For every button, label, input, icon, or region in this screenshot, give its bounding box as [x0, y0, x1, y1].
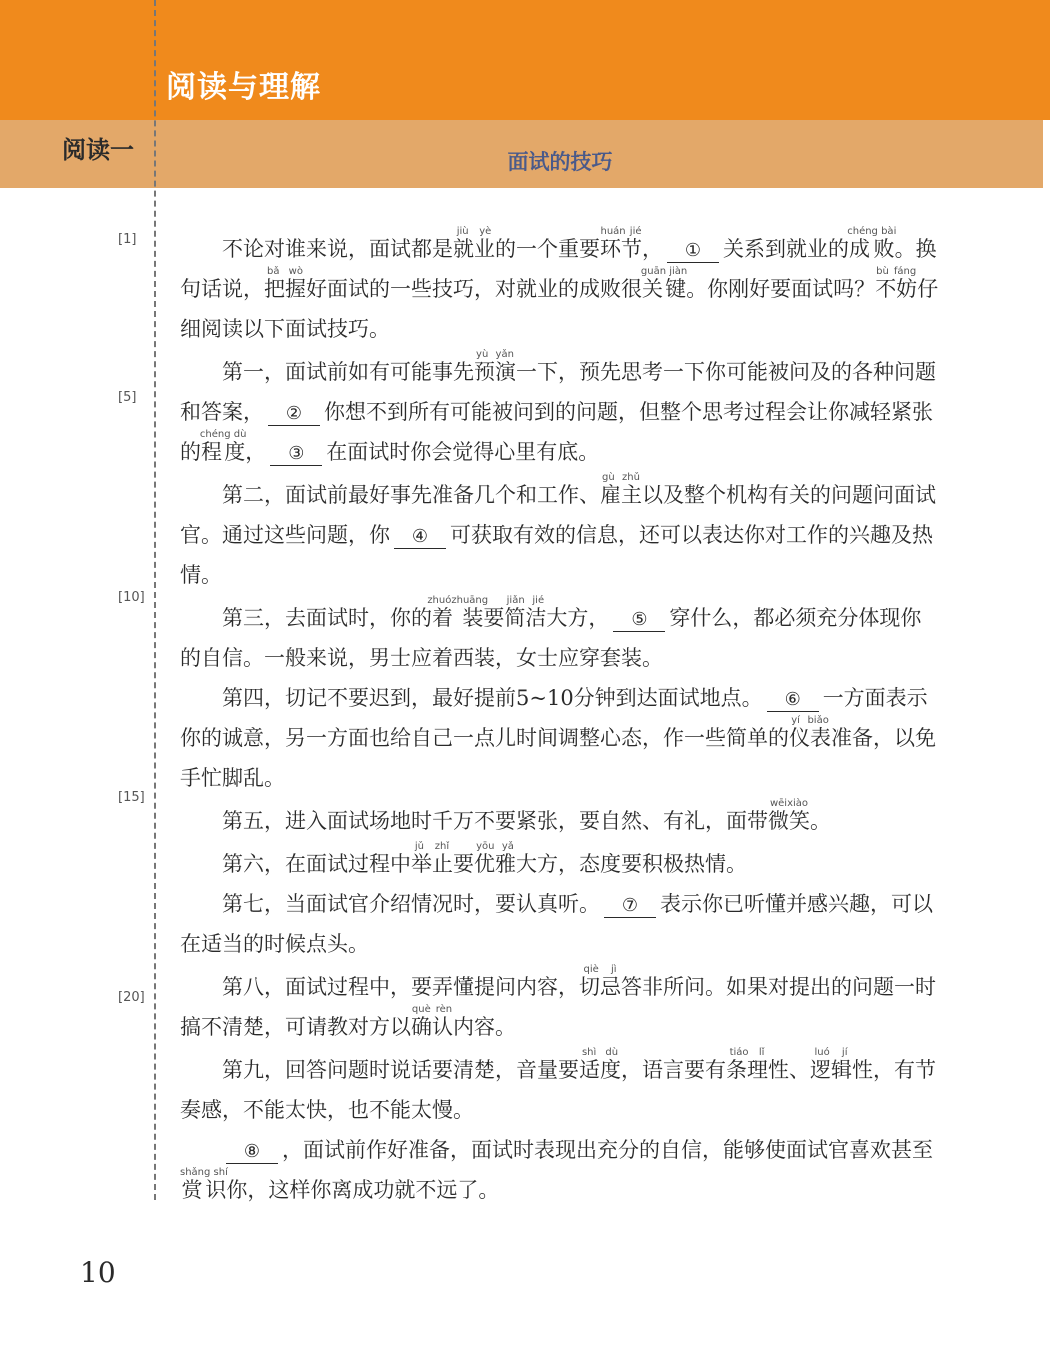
- text-segment: 以及整个机构有关的问题问面试官。通过这些问题，你: [180, 483, 936, 547]
- annotated-word: [411, 1004, 453, 1039]
- line-number-marker: [5]: [118, 390, 137, 405]
- margin-dashed-line: [154, 0, 156, 1200]
- annotated-word: [504, 595, 547, 630]
- text-segment: 第一，面试前如有可能事先: [222, 360, 474, 384]
- annotated-word-text: 把握: [264, 277, 306, 301]
- pinyin-annotation: guān jiàn: [640, 266, 688, 277]
- pinyin-annotation: shì dù: [579, 1047, 621, 1058]
- paragraph: [180, 226, 942, 349]
- article-body: [180, 226, 942, 1210]
- fill-in-blank[interactable]: ②: [268, 403, 320, 426]
- section-title: 阅读与理解: [166, 70, 321, 105]
- annotated-word: [180, 1167, 228, 1202]
- annotated-word: [600, 226, 642, 261]
- paragraph: [180, 678, 942, 798]
- text-segment: 第四，切记不要迟到，最好提前5~10分钟到达面试地点。: [222, 686, 763, 710]
- annotated-word: [579, 1047, 621, 1082]
- paragraph: [180, 798, 942, 841]
- text-segment: 第九，回答问题时说话要清楚，音量要: [222, 1058, 579, 1082]
- text-segment: 的一个重要: [495, 237, 600, 261]
- text-segment: 第八，面试过程中，要弄懂提问内容，: [222, 975, 579, 999]
- pinyin-annotation: tiáo lǐ: [726, 1047, 768, 1058]
- text-segment: 要: [483, 606, 505, 630]
- annotated-word-text: 着装: [427, 606, 489, 630]
- text-segment: 第三，去面试时，你的: [222, 606, 432, 630]
- pinyin-annotation: huán jié: [600, 226, 642, 237]
- annotated-word: [199, 429, 247, 464]
- annotated-word-text: 赏识: [180, 1178, 228, 1202]
- fill-in-blank[interactable]: ⑤: [613, 609, 665, 632]
- text-segment: 好面试的一些技巧，对就业的成败很: [306, 277, 642, 301]
- text-segment: 不论对谁来说，面试都是: [222, 237, 453, 261]
- text-segment: 一下，预先思考一下你可能被问及的各种问题和答案，: [180, 360, 936, 424]
- annotated-word: [474, 349, 516, 384]
- text-segment: ，语言要有: [621, 1058, 726, 1082]
- annotated-word-text: 关键: [640, 277, 688, 301]
- line-number-marker: [20]: [118, 990, 145, 1005]
- text-segment: 第六，在面试过程中: [222, 852, 411, 876]
- annotated-word-text: 举止: [411, 852, 453, 876]
- text-segment: 可获取有效的信息，还可以表达你对工作的兴趣及热情。: [180, 523, 933, 587]
- pinyin-annotation: jiù yè: [453, 226, 495, 237]
- text-segment: 你，这样你离成功就不远了。: [226, 1178, 500, 1202]
- text-segment: 表示你已听懂并感兴趣，可以在适当的时候点头。: [180, 892, 933, 956]
- pinyin-annotation: jiǎn jié: [504, 595, 547, 606]
- pinyin-annotation: yù yǎn: [474, 349, 516, 360]
- paragraph: [180, 964, 942, 1047]
- text-segment: 在面试时你会觉得心里有底。: [326, 440, 600, 464]
- annotated-word-text: 简洁: [504, 606, 547, 630]
- annotated-word: [411, 841, 453, 876]
- text-segment: ，: [245, 440, 267, 464]
- text-segment: 答非所问。如果对提出的问题一时搞不清楚，可请教对方以: [180, 975, 936, 1039]
- annotated-word-text: 雇主: [600, 483, 642, 507]
- fill-in-blank[interactable]: ⑦: [604, 895, 656, 918]
- annotated-word-text: 成败: [847, 237, 897, 261]
- annotated-word: [726, 1047, 768, 1082]
- reading-label: 阅读一: [62, 136, 134, 164]
- pinyin-annotation: yí biǎo: [789, 715, 831, 726]
- text-segment: 。换句话说，: [180, 237, 937, 301]
- pinyin-annotation: yōu yǎ: [474, 841, 516, 852]
- annotated-word: [474, 841, 516, 876]
- pinyin-annotation: shǎng shí: [180, 1167, 228, 1178]
- annotated-word-text: 微笑: [768, 809, 810, 833]
- paragraph: [180, 349, 942, 472]
- pinyin-annotation: wēixiào: [768, 798, 810, 809]
- pinyin-annotation: chéng dù: [199, 429, 247, 440]
- paragraph: [180, 472, 942, 595]
- line-number-marker: [15]: [118, 790, 145, 805]
- text-segment: 第二，面试前最好事先准备几个和工作、: [222, 483, 600, 507]
- line-number-marker: [1]: [118, 232, 137, 247]
- pinyin-annotation: bǎ wò: [264, 266, 306, 277]
- text-segment: 第五，进入面试场地时千万不要紧张，要自然、有礼，面带: [222, 809, 768, 833]
- annotated-word-text: 环节: [600, 237, 642, 261]
- pinyin-annotation: jǔ zhǐ: [411, 841, 453, 852]
- text-segment: 要: [453, 852, 474, 876]
- annotated-word: [453, 226, 495, 261]
- annotated-word-text: 切忌: [579, 975, 621, 999]
- pinyin-annotation: luó jí: [810, 1047, 852, 1058]
- annotated-word-text: 不妨: [875, 277, 918, 301]
- annotated-word-text: 优雅: [474, 852, 516, 876]
- pinyin-annotation: bù fáng: [875, 266, 918, 277]
- annotated-word-text: 条理: [726, 1058, 768, 1082]
- pinyin-annotation: qiè jì: [579, 964, 621, 975]
- text-segment: 第七，当面试官介绍情况时，要认真听。: [222, 892, 600, 916]
- fill-in-blank[interactable]: ③: [270, 443, 322, 466]
- annotated-word: [789, 715, 831, 750]
- annotated-word: [264, 266, 306, 301]
- annotated-word-text: 仪表: [789, 726, 831, 750]
- text-segment: 关系到就业的: [723, 237, 849, 261]
- text-segment: 大方，: [546, 606, 610, 630]
- text-segment: 。你刚好要面试吗？: [686, 277, 876, 301]
- pinyin-annotation: gù zhǔ: [600, 472, 642, 483]
- annotated-word: [579, 964, 621, 999]
- paragraph: [180, 595, 942, 678]
- annotated-word: [640, 266, 688, 301]
- text-segment: 大方，态度要积极热情。: [516, 852, 747, 876]
- pinyin-annotation: què rèn: [411, 1004, 453, 1015]
- text-segment: 你想不到所有可能被问到的问题，但整个思考过程会让你减轻紧张的: [180, 400, 933, 464]
- line-number-marker: [10]: [118, 590, 145, 605]
- fill-in-blank[interactable]: ⑧: [226, 1141, 278, 1164]
- pinyin-annotation: chéng bài: [847, 226, 897, 237]
- fill-in-blank[interactable]: ①: [667, 240, 719, 263]
- annotated-word-text: 程度: [199, 440, 247, 464]
- fill-in-blank[interactable]: ⑥: [767, 689, 819, 712]
- annotated-word: [810, 1047, 852, 1082]
- text-segment: 性、: [768, 1058, 810, 1082]
- annotated-word: [847, 226, 897, 261]
- text-segment: 仔细阅读以下面试技巧。: [180, 277, 939, 341]
- annotated-word: [875, 266, 918, 301]
- pinyin-annotation: zhuózhuāng: [427, 595, 489, 606]
- fill-in-blank[interactable]: ④: [394, 526, 446, 549]
- text-segment: 性，有节奏感，不能太快，也不能太慢。: [180, 1058, 936, 1122]
- annotated-word: [768, 798, 810, 833]
- annotated-word: [600, 472, 642, 507]
- text-segment: 。: [810, 809, 831, 833]
- paragraph: [180, 1130, 942, 1210]
- text-segment: 内容。: [453, 1015, 516, 1039]
- text-segment: ，: [642, 237, 663, 261]
- paragraph: [180, 884, 942, 964]
- page-number: 10: [80, 1256, 116, 1289]
- annotated-word-text: 确认: [411, 1015, 453, 1039]
- paragraph: [180, 1047, 942, 1130]
- paragraph: [180, 841, 942, 884]
- annotated-word: [427, 595, 489, 630]
- article-title: 面试的技巧: [507, 150, 613, 174]
- text-segment: 准备，以免手忙脚乱。: [180, 726, 936, 790]
- header-band: [0, 0, 1050, 120]
- annotated-word-text: 就业: [453, 237, 495, 261]
- annotated-word-text: 逻辑: [810, 1058, 852, 1082]
- annotated-word-text: 预演: [474, 360, 516, 384]
- text-segment: ，面试前作好准备，面试时表现出充分的自信，能够使面试官喜欢甚至: [282, 1138, 933, 1162]
- text-segment: 穿什么，都必须充分体现你的自信。一般来说，男士应着西装，女士应穿套装。: [180, 606, 922, 670]
- text-segment: 一方面表示你的诚意，另一方面也给自己一点儿时间调整心态，作一些简单的: [180, 686, 928, 750]
- annotated-word-text: 适度: [579, 1058, 621, 1082]
